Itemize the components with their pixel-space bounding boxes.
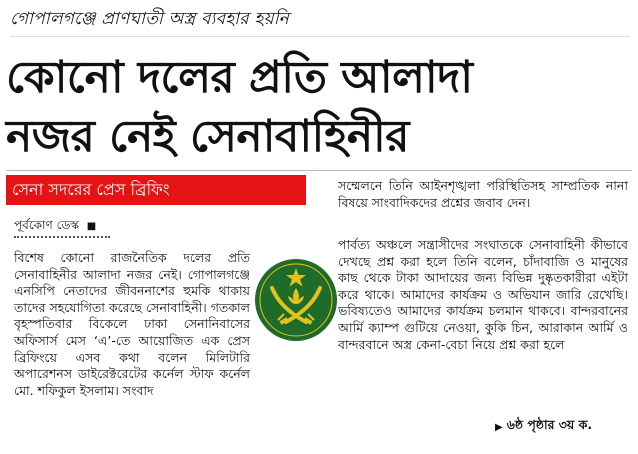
headline-divider	[6, 170, 632, 171]
army-emblem-icon	[254, 258, 338, 342]
byline	[14, 217, 96, 237]
arrow-right-icon: ▶	[495, 421, 503, 433]
article-body-left: বিশেষ কোনো রাজনৈতিক দলের প্রতি সেনাবাহিনীর আলাদা নজর নেই। গোপালগঞ্জে এনসিপি নেতাদের জীবননাশের হুমকি থাকায় তাদের সহযোগিতা করেছে সেনাবাহিনী। গতকাল বৃহস্পতিবার বিকেলে ঢাকা সেনানিবাসের অফিসার্স মেস ‘এ’-তে আয়োজিত এক প্রেস ব্রিফিংয়ে এসব কথা বলেন মিলিটারি অপারেশনস ডাইরেক্টরেটের কর্নেল স্টাফ কর্নেল মো. শফিকুল ইসলাম। সংবাদ	[14, 250, 250, 398]
continued-note[interactable]	[495, 417, 592, 437]
article-body-right-top: সম্মেলনে তিনি আইনশৃঙ্খলা পরিস্থিতিসহ সাম্প্রতিক নানা বিষয়ে সাংবাদিকদের প্রশ্নের জবাব দেন।	[338, 178, 628, 210]
kicker-headline: গোপালগঞ্জে প্রাণঘাতী অস্ত্র ব্যবহার হয়নি	[10, 6, 630, 37]
section-tag: সেনা সদরের প্রেস ব্রিফিং	[6, 175, 306, 205]
byline-dotted-rule	[14, 236, 110, 238]
headline-line-1: কোনো দলের প্রতি আলাদা	[6, 52, 473, 103]
byline-square-icon: ■	[86, 221, 97, 232]
continued-text: ৬ষ্ঠ পৃষ্ঠার ৩য় ক.	[506, 417, 593, 432]
article-body-right: পার্বত্য অঞ্চলে সন্ত্রাসীদের সংঘাতকে সেনাবাহিনী কীভাবে দেখছে প্রশ্ন করা হলে তিনি বলেন, চাঁদাবাজি ও মানুষের কাছ থেকে টাকা আদায়ের জন্য বিভিন্ন দুষ্কৃতকারীরা এইটা করে থাকে। আমাদের কার্যক্রম ও অভিযান জারি রেখেছি। ভবিষ্যতেও আমাদের কার্যক্রম চলমান থাকবে। বান্দরবানের আর্মি ক্যাম্প গুটিয়ে নেওয়া, কুকি চিন, আরাকান আর্মি ও বান্দরবানে অস্ত্র কেনা-বেচা নিয়ে প্রশ্ন করা হলে	[338, 237, 628, 352]
byline-text: পূর্বকোণ ডেস্ক	[14, 218, 79, 232]
headline-line-2: নজর নেই সেনাবাহিনীর	[6, 111, 409, 162]
